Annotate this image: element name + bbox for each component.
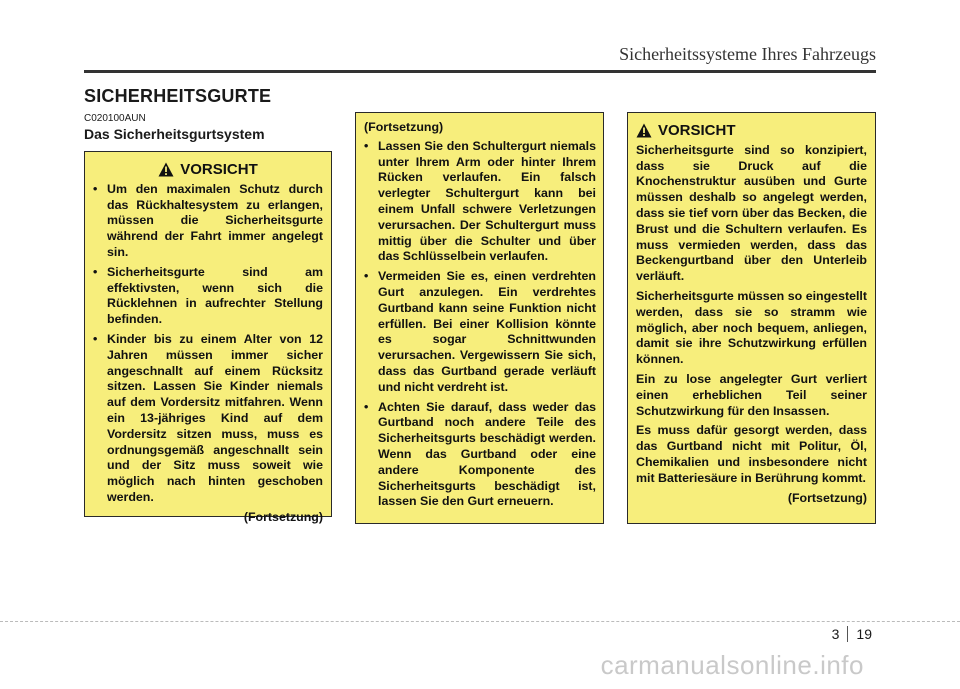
list-item: • Lassen Sie den Schultergurt niemals unter Ihrem Arm oder hinter Ihrem Rücken verlaufen. Ein falsch verlegter Schultergurt kann bei einem Unfall schwere Verletzungen verursachen. Der Schultergurt muss mittig über die Schulter und über das Schlüsselbein verlaufen. — [364, 139, 596, 265]
caution-list — [93, 182, 323, 506]
chapter-number: 3 — [831, 626, 840, 642]
page-number — [832, 626, 872, 642]
warning-triangle-icon — [158, 162, 174, 177]
caution-header — [93, 162, 323, 178]
caution-box-1 — [84, 151, 332, 524]
document-code: C020100AUN — [84, 113, 146, 124]
caution-box-3 — [627, 112, 876, 524]
footer-divider — [0, 621, 960, 622]
caution-header — [636, 123, 867, 139]
list-item: • Kinder bis zu einem Alter von 12 Jahren müssen immer sicher angeschnallt auf einem Rücksitz sitzen. Lassen Sie Kinder niemals auf dem Vordersitz mitfahren. Wenn ein 13-jähriges Kind auf dem Vordersitz sitzen muss, muss es ordnungsgemäß angeschnallt sein und der Sitz muss soweit wie möglich nach hinten geschoben werden. — [93, 332, 323, 506]
section-title: SICHERHEITSGURTE — [84, 86, 272, 106]
continued-label: (Fortsetzung) — [243, 509, 323, 524]
running-header-title: Sicherheitssysteme Ihres Fahrzeugs — [619, 44, 876, 64]
caution-paragraph: Ein zu lose angelegter Gurt verliert einen erheblichen Teil seiner Schutzwirkung für den Insassen. — [636, 371, 867, 418]
header-rule — [84, 70, 876, 73]
caution-label: VORSICHT — [658, 122, 736, 139]
page-number-value: 19 — [856, 626, 872, 642]
continued-label: (Fortsetzung) — [364, 120, 444, 134]
caution-paragraph: Sicherheitsgurte müssen so eingestellt werden, dass sie so stramm wie möglich, aber noch bequem, anliegen, damit sie ihre Schutzwirkung erfüllen können. — [636, 288, 867, 367]
list-item: • Um den maximalen Schutz durch das Rückhaltesystem zu erlangen, müssen die Sicherheitsgurte während der Fahrt immer angelegt sin. — [93, 182, 323, 261]
watermark: carmanualsonline.info — [600, 650, 864, 680]
page-number-separator — [847, 626, 848, 642]
list-item: • Sicherheitsgurte sind am effektivsten, wenn sich die Rücklehnen in aufrechter Stellung befinden. — [93, 265, 323, 328]
caution-label: VORSICHT — [180, 161, 258, 178]
caution-box-2 — [355, 112, 604, 524]
list-item: • Achten Sie darauf, dass weder das Gurtband noch andere Teile des Sicherheitsgurts beschädigt werden. Wenn das Gurtband oder eine andere Komponente des Sicherheitsgurts beschädigt ist, lassen Sie den Gurt erneuern. — [364, 400, 596, 511]
caution-paragraph: Es muss dafür gesorgt werden, dass das Gurtband nicht mit Politur, Öl, Chemikalien und insbesondere nicht mit Batteriesäure in Berührung kommt. — [636, 423, 867, 485]
continued-label: (Fortsetzung) — [787, 490, 867, 505]
caution-paragraph: Sicherheitsgurte sind so konzipiert, dass sie Druck auf die Knochenstruktur ausüben und Gurte müssen deshalb so angelegt werden, dass sie tief vorn über das Becken, die Brust und die Schultern verlaufen. Es muss vermieden werden, dass das Beckengurtband über den Unterleib verläuft. — [636, 142, 867, 284]
subsection-title: Das Sicherheitsgurtsystem — [84, 126, 265, 142]
caution-list — [364, 139, 596, 510]
warning-triangle-icon — [636, 123, 652, 138]
list-item: • Vermeiden Sie es, einen verdrehten Gurt anzulegen. Ein verdrehtes Gurtband kann seine Funktion nicht erfüllen. Bei einer Kollision könnte es sogar Schnittwunden verursachen. Vergewissern Sie sich, dass das Gurtband gerade verläuft und nicht verdreht ist. — [364, 269, 596, 395]
